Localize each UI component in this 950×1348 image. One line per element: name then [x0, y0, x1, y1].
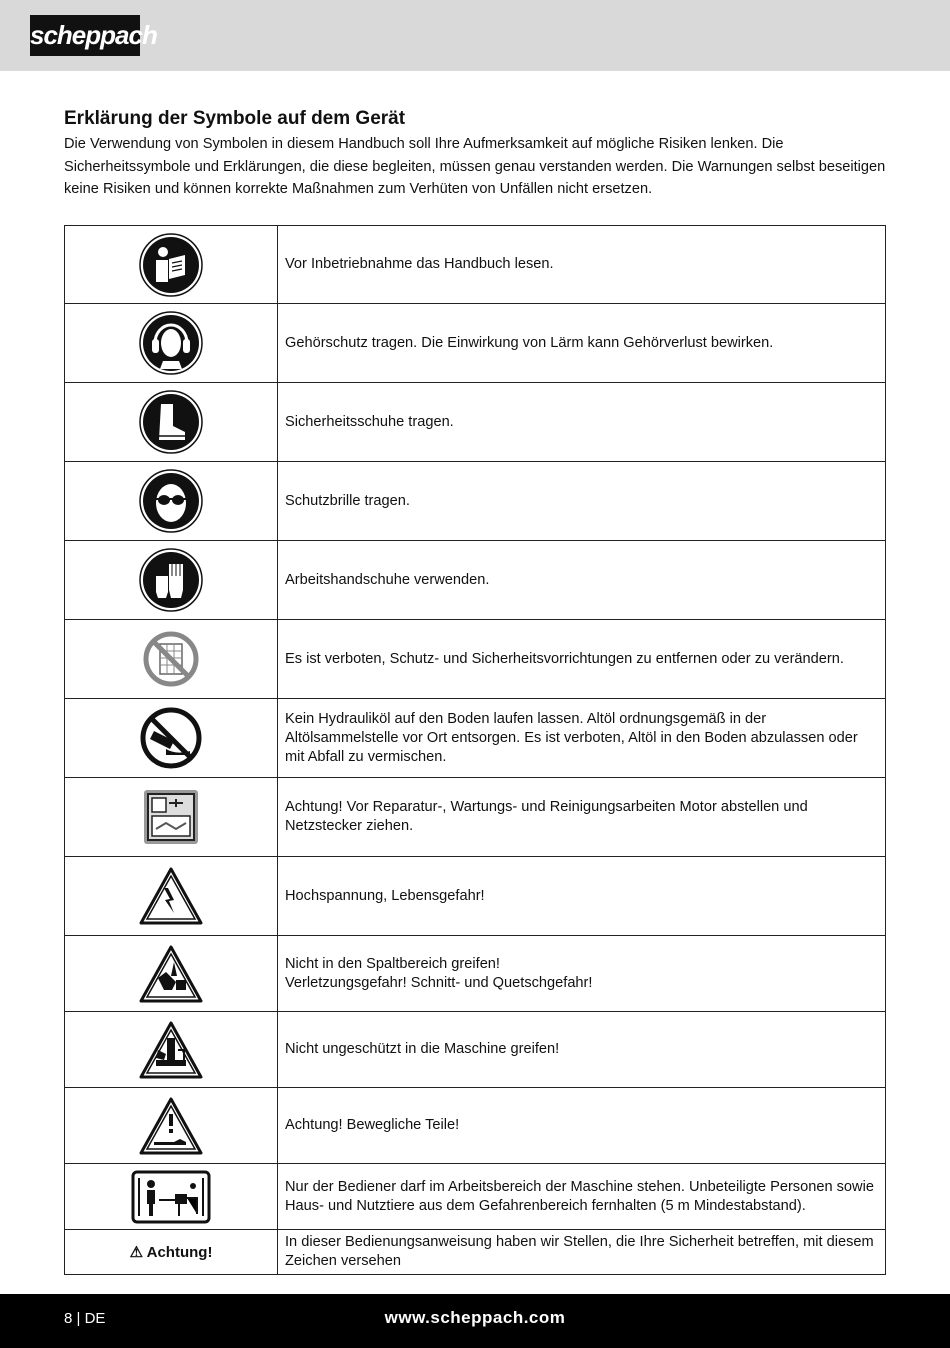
machine-hand-hazard-icon — [65, 1012, 278, 1088]
table-row — [65, 857, 886, 936]
symbols-table — [64, 225, 886, 1275]
no-guard-removal-icon — [65, 620, 278, 699]
table-row — [65, 936, 886, 1012]
table-row — [65, 1230, 886, 1275]
table-row — [65, 699, 886, 778]
no-oil-spill-icon — [65, 699, 278, 778]
symbol-text: Hochspannung, Lebensgefahr! — [278, 857, 886, 936]
symbol-text: Achtung! Bewegliche Teile! — [278, 1088, 886, 1164]
page-footer — [0, 1294, 950, 1348]
operator-only-icon — [65, 1164, 278, 1230]
symbol-text: Kein Hydrauliköl auf den Boden laufen lassen. Altöl ordnungsgemäß in der Altölsammelstelle vor Ort entsorgen. Es ist verboten, Altöl in den Boden abzulassen oder mit Abfall zu vermischen. — [278, 699, 886, 778]
table-row — [65, 304, 886, 383]
symbol-text: Gehörschutz tragen. Die Einwirkung von Lärm kann Gehörverlust bewirken. — [278, 304, 886, 383]
table-row — [65, 1088, 886, 1164]
table-row — [65, 383, 886, 462]
symbol-text-line: Nicht in den Spaltbereich greifen! — [285, 955, 500, 972]
symbol-text: Achtung! Vor Reparatur-, Wartungs- und Reinigungsarbeiten Motor abstellen und Netzstecker ziehen. — [278, 778, 886, 857]
table-row — [65, 620, 886, 699]
splitting-area-hazard-icon — [65, 936, 278, 1012]
symbol-text: Vor Inbetriebnahme das Handbuch lesen. — [278, 226, 886, 304]
achtung-label: ⚠ Achtung! — [65, 1230, 278, 1275]
gloves-icon — [65, 541, 278, 620]
table-row — [65, 778, 886, 857]
website-link[interactable]: www.scheppach.com — [384, 1308, 566, 1327]
table-row — [65, 1012, 886, 1088]
table-row — [65, 1164, 886, 1230]
symbol-text: Nur der Bediener darf im Arbeitsbereich der Maschine stehen. Unbeteiligte Personen sowie Haus- und Nutztiere aus dem Gefahrenbereich fernhalten (5 m Mindestabstand). — [278, 1164, 886, 1230]
symbol-text-line: Verletzungsgefahr! Schnitt- und Quetschgefahr! — [285, 974, 593, 991]
moving-parts-icon — [65, 1088, 278, 1164]
high-voltage-icon — [65, 857, 278, 936]
table-row — [65, 462, 886, 541]
page-number: 8 | DE — [64, 1310, 106, 1327]
symbol-text: Arbeitshandschuhe verwenden. — [278, 541, 886, 620]
table-row — [65, 541, 886, 620]
symbol-text — [278, 936, 886, 1012]
table-row — [65, 226, 886, 304]
read-manual-icon — [65, 226, 278, 304]
ear-protection-icon — [65, 304, 278, 383]
scheppach-logo: scheppach — [30, 15, 140, 56]
page-header — [0, 0, 950, 71]
symbol-text: In dieser Bedienungsanweisung haben wir Stellen, die Ihre Sicherheit betreffen, mit diesem Zeichen versehen — [278, 1230, 886, 1275]
symbol-text: Es ist verboten, Schutz- und Sicherheitsvorrichtungen zu entfernen oder zu verändern. — [278, 620, 886, 699]
symbol-text: Sicherheitsschuhe tragen. — [278, 383, 886, 462]
safety-goggles-icon — [65, 462, 278, 541]
section-title: Erklärung der Symbole auf dem Gerät — [64, 108, 406, 129]
section-intro: Die Verwendung von Symbolen in diesem Handbuch soll Ihre Aufmerksamkeit auf mögliche Risiken lenken. Die Sicherheitssymbole und Erklärungen, die diese begleiten, müssen genau verstanden werden. Die Warnungen selbst beseitigen keine Risiken und können korrekte Maßnahmen zum Verhüten von Unfällen nicht ersetzen. — [64, 136, 886, 197]
symbol-text: Schutzbrille tragen. — [278, 462, 886, 541]
safety-shoes-icon — [65, 383, 278, 462]
symbol-text: Nicht ungeschützt in die Maschine greifen! — [278, 1012, 886, 1088]
unplug-before-maintenance-icon — [65, 778, 278, 857]
